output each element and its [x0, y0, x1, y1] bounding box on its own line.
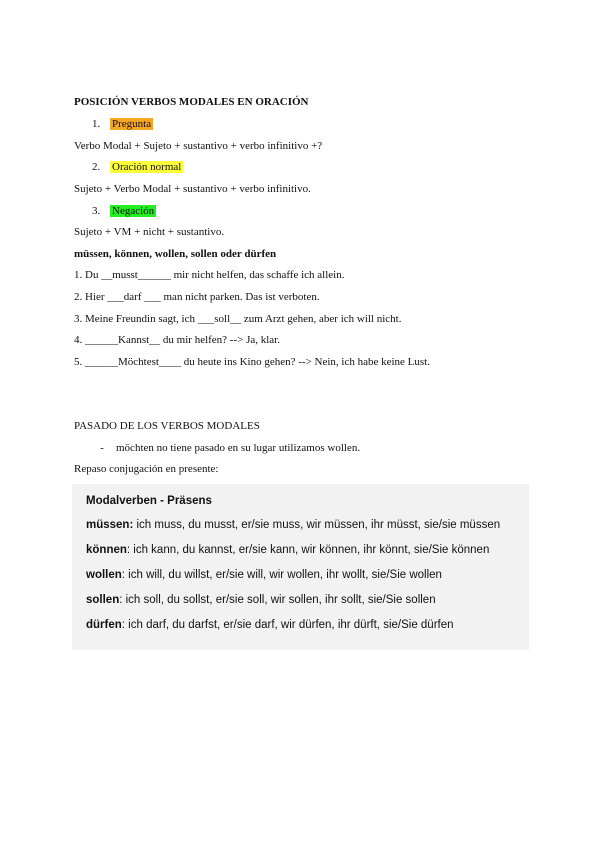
table-row [86, 568, 442, 582]
verb-forms: : ich kann, du kannst, er/sie kann, wir können, ihr könnt, sie/Sie können [126, 544, 490, 556]
verb-label: müssen: [86, 519, 134, 531]
conjugation-table-image [72, 484, 529, 650]
section1-title: POSICIÓN VERBOS MODALES EN ORACIÓN [74, 96, 309, 108]
verb-label: dürfen [86, 619, 122, 631]
list-number: 2. [92, 161, 101, 173]
verb-label: können [86, 544, 127, 556]
rule-oracion-normal: Sujeto + Verbo Modal + sustantivo + verbo infinitivo. [74, 183, 311, 195]
highlight-negacion: Negación [112, 205, 155, 217]
list-item-pregunta [92, 117, 153, 131]
table-row [86, 618, 454, 632]
list-item-negacion [92, 204, 156, 218]
bullet-marker: - [100, 442, 104, 454]
exercise-sentence: 4. ______Kannst__ du mir helfen? --> Ja, klar. [74, 334, 280, 346]
table-row [86, 593, 436, 607]
list-number: 1. [92, 118, 101, 130]
highlight-pregunta: Pregunta [112, 118, 152, 130]
list-item-oracion-normal [92, 160, 183, 174]
repaso-text: Repaso conjugación en presente: [74, 463, 219, 475]
section2-title: PASADO DE LOS VERBOS MODALES [74, 420, 260, 432]
table-row [86, 543, 489, 557]
table-title: Modalverben - Präsens [86, 495, 212, 507]
table-row [86, 518, 500, 532]
verb-forms: : ich darf, du darfst, er/sie darf, wir dürfen, ihr dürft, sie/Sie dürfen [121, 619, 454, 631]
list-number: 3. [92, 205, 101, 217]
rule-pregunta: Verbo Modal + Sujeto + sustantivo + verbo infinitivo +? [74, 140, 323, 152]
exercise-sentence: 1. Du __musst______ mir nicht helfen, das schaffe ich allein. [74, 269, 345, 281]
verb-forms: ich muss, du musst, er/sie muss, wir müssen, ihr müsst, sie/sie müssen [133, 519, 501, 531]
verb-label: wollen [86, 569, 122, 581]
exercise-sentence: 2. Hier ___darf ___ man nicht parken. Das ist verboten. [74, 291, 320, 303]
exercise-heading: müssen, können, wollen, sollen oder dürfen [74, 248, 277, 260]
exercise-sentence: 3. Meine Freundin sagt, ich ___soll__ zum Arzt gehen, aber ich will nicht. [74, 313, 402, 325]
highlight-oracion-normal: Oración normal [112, 161, 182, 173]
rule-negacion: Sujeto + VM + nicht + sustantivo. [74, 226, 225, 238]
verb-forms: : ich soll, du sollst, er/sie soll, wir sollen, ihr sollt, sie/Sie sollen [119, 594, 436, 606]
verb-forms: : ich will, du willst, er/sie will, wir wollen, ihr wollt, sie/Sie wollen [121, 569, 442, 581]
exercise-sentence: 5. ______Möchtest____ du heute ins Kino gehen? --> Nein, ich habe keine Lust. [74, 356, 430, 368]
verb-label: sollen [86, 594, 120, 606]
bullet-item [88, 441, 360, 455]
bullet-text: möchten no tiene pasado en su lugar utilizamos wollen. [116, 442, 361, 454]
